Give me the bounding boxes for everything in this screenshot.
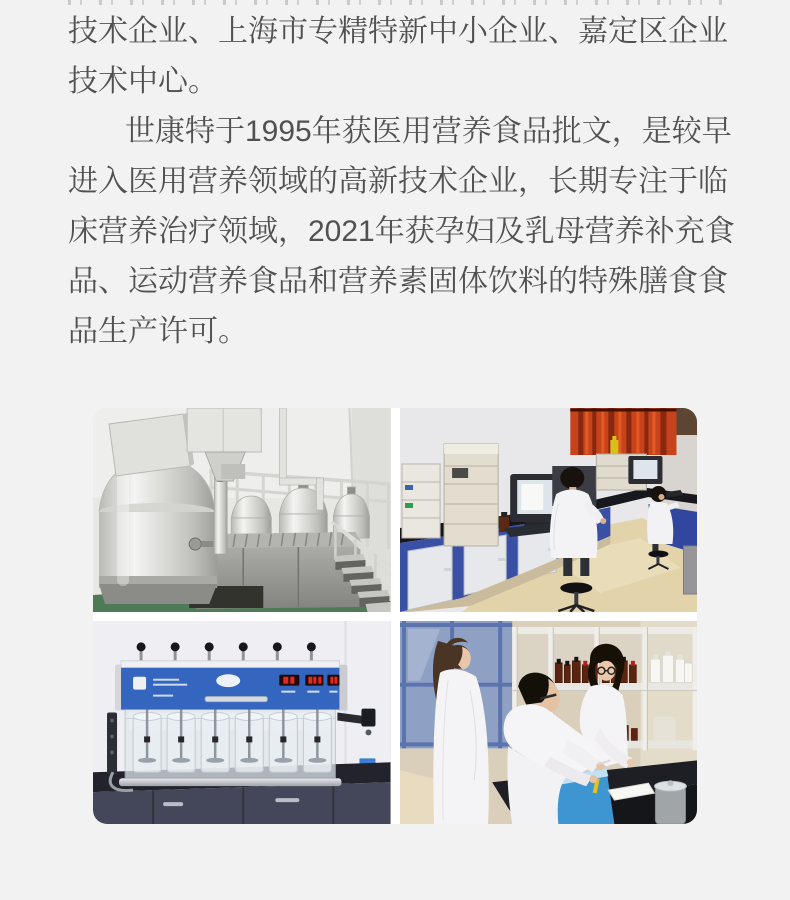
blue-panel xyxy=(121,668,339,710)
text-line: 床营养治疗领域，2021年获孕妇及乳母营养补充食 xyxy=(68,215,735,248)
text-line: 品生产许可。 xyxy=(68,315,248,348)
text-line: 品、运动营养食品和营养素固体饮料的特殊膳食食 xyxy=(68,265,728,298)
emulsifying-equipment-illustration xyxy=(93,408,391,612)
clipped-previous-text-line xyxy=(68,0,726,5)
water-bath-vessels xyxy=(125,705,335,779)
photo-researchers[interactable] xyxy=(400,621,698,824)
gray-cabinet xyxy=(683,546,697,594)
dissolution-tester-illustration xyxy=(93,621,391,824)
text-line: 世康特于1995年获医用营养食品批文，是较早 xyxy=(125,115,732,148)
photo-gallery xyxy=(93,408,697,824)
window xyxy=(676,408,697,435)
text-line: 技术企业、上海市专精特新中小企业、嘉定区企业 xyxy=(68,15,728,48)
hplc-lab-illustration xyxy=(400,408,698,612)
photo-dissolution-tester[interactable] xyxy=(93,621,391,824)
text-line: 进入医用营养领域的高新技术企业，长期专注于临 xyxy=(68,165,728,198)
instrument-base-rail xyxy=(119,778,341,786)
company-intro-text xyxy=(68,0,735,357)
hopper xyxy=(109,413,194,476)
text-line: 技术中心。 xyxy=(68,65,218,98)
researchers-illustration xyxy=(400,621,698,824)
photo-emulsifying-equipment[interactable] xyxy=(93,408,391,612)
photo-hplc-lab[interactable] xyxy=(400,408,698,612)
curtain xyxy=(570,408,676,455)
glass-jar xyxy=(654,780,686,824)
steel-tank xyxy=(99,458,217,604)
